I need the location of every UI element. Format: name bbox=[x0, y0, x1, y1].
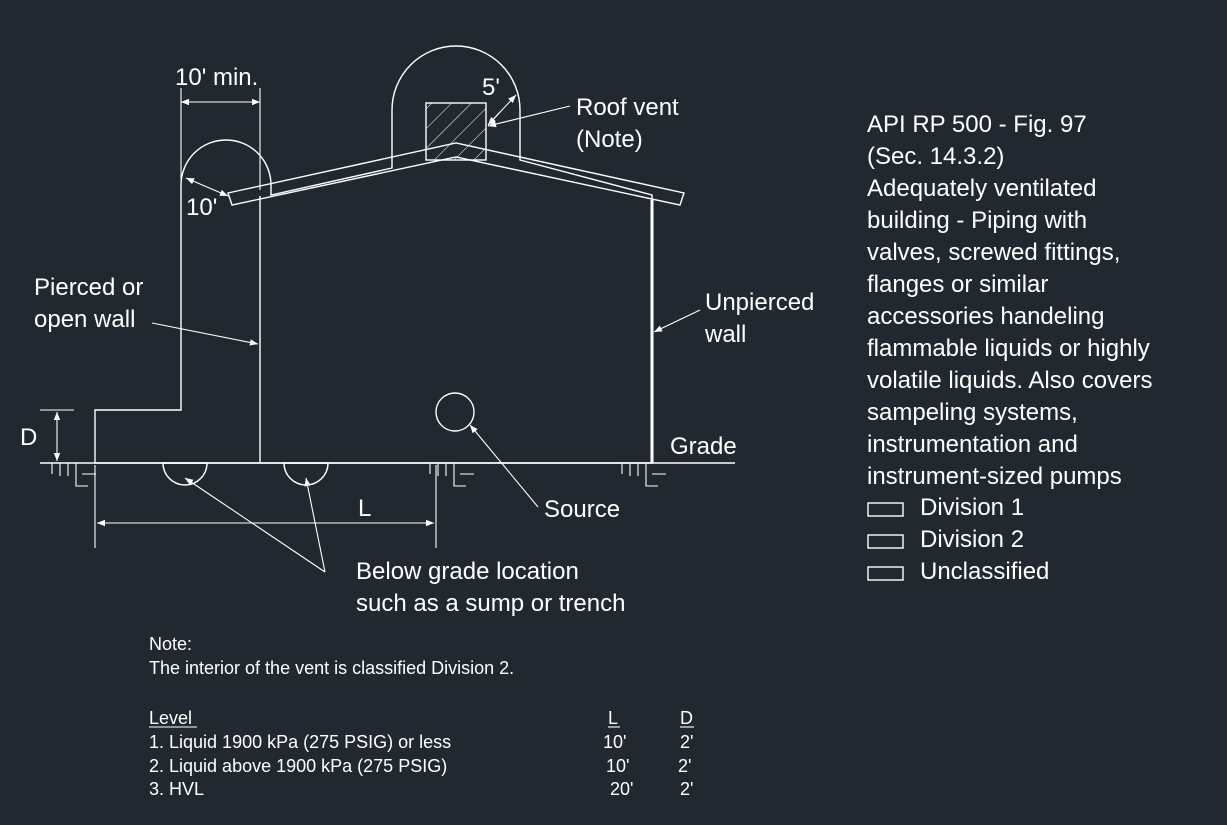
dim-10-label: 10' bbox=[186, 194, 218, 221]
source-label: Source bbox=[544, 496, 621, 523]
table-header-d: D bbox=[680, 708, 693, 728]
unpierced-label: Unpierced bbox=[705, 289, 815, 316]
note-text: The interior of the vent is classified Division 2. bbox=[149, 658, 515, 678]
table-header-level: Level bbox=[149, 708, 193, 728]
open-wall-label: open wall bbox=[34, 306, 136, 333]
table-row-1-level: 1. Liquid 1900 kPa (275 PSIG) or less bbox=[149, 732, 452, 752]
sump-trench-label: such as a sump or trench bbox=[356, 590, 626, 617]
pierced-wall-label: Pierced or bbox=[34, 274, 144, 301]
dim-d-label: D bbox=[20, 424, 38, 451]
source-circle bbox=[436, 393, 474, 431]
below-grade-label: Below grade location bbox=[356, 558, 579, 585]
legend-unclassified-label: Unclassified bbox=[920, 558, 1050, 585]
table-row-3-level: 3. HVL bbox=[149, 779, 205, 799]
legend-unclassified-swatch bbox=[868, 567, 903, 580]
legend-division-2-swatch bbox=[868, 535, 903, 548]
dim-l-label: L bbox=[358, 495, 372, 522]
dim-5-label: 5' bbox=[482, 74, 500, 101]
grade-label: Grade bbox=[670, 433, 737, 460]
table-row-2-d: 2' bbox=[678, 756, 692, 776]
roof-vent-label: Roof vent bbox=[576, 94, 679, 121]
description-text: API RP 500 - Fig. 97 (Sec. 14.3.2) Adequately ventilated building - Piping with valves, screwed fittings, flanges or similar accessories handeling flammable liquids or highly volatile liquids. Also covers sampeling systems, instrumentation and instrument-sized pumps bbox=[867, 111, 1153, 490]
sump-right-division-1 bbox=[284, 463, 328, 485]
roof-vent-note-label: (Note) bbox=[576, 126, 643, 153]
table-row-2-level: 2. Liquid above 1900 kPa (275 PSIG) bbox=[149, 756, 448, 776]
table-row-1-d: 2' bbox=[680, 732, 694, 752]
note-title: Note: bbox=[149, 634, 193, 654]
grade-ticks bbox=[52, 463, 666, 486]
table-row-2-l: 10' bbox=[606, 756, 630, 776]
legend-division-1-swatch bbox=[868, 503, 903, 516]
legend-division-2-label: Division 2 bbox=[920, 526, 1025, 553]
table-row-1-l: 10' bbox=[603, 732, 627, 752]
table-row-3-d: 2' bbox=[680, 779, 694, 799]
division-2-zone bbox=[95, 46, 652, 463]
dim-10-min-label: 10' min. bbox=[175, 64, 259, 91]
sump-left-division-1 bbox=[163, 463, 207, 485]
unpierced-wall-label: wall bbox=[705, 321, 747, 348]
table-header-l: L bbox=[608, 708, 619, 728]
legend-division-1-label: Division 1 bbox=[920, 494, 1025, 521]
table-row-3-l: 20' bbox=[610, 779, 634, 799]
